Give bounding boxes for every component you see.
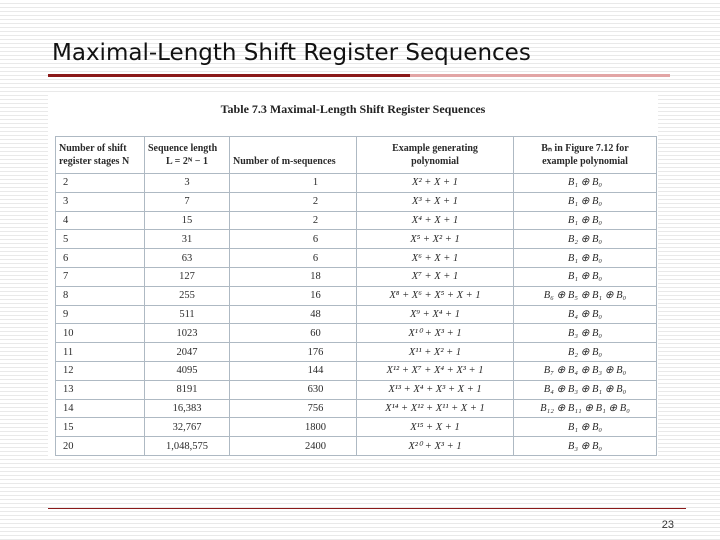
table-row xyxy=(56,380,657,399)
footer-rule xyxy=(48,508,686,509)
cell-sequence-length: 8191 xyxy=(145,380,230,399)
cell-stages: 13 xyxy=(56,380,145,399)
cell-sequence-length: 255 xyxy=(145,286,230,305)
cell-m-sequences: 630 xyxy=(230,380,357,399)
cell-m-sequences: 756 xyxy=(230,399,357,418)
cell-bn: B₁ ⊕ B₀ xyxy=(514,418,657,437)
cell-bn: B₄ ⊕ B₀ xyxy=(514,305,657,324)
table-row xyxy=(56,249,657,268)
cell-stages: 14 xyxy=(56,399,145,418)
cell-polynomial: X¹² + X⁷ + X⁴ + X³ + 1 xyxy=(357,361,514,380)
cell-polynomial: X⁵ + X² + 1 xyxy=(357,230,514,249)
table-row xyxy=(56,211,657,230)
cell-bn: B₄ ⊕ B₃ ⊕ B₁ ⊕ B₀ xyxy=(514,380,657,399)
cell-bn: B₃ ⊕ B₀ xyxy=(514,324,657,343)
table-row xyxy=(56,437,657,456)
table-header-row xyxy=(56,137,657,174)
cell-polynomial: X³ + X + 1 xyxy=(357,192,514,211)
cell-polynomial: X¹⁵ + X + 1 xyxy=(357,418,514,437)
cell-bn: B₂ ⊕ B₀ xyxy=(514,230,657,249)
table-body xyxy=(56,174,657,456)
cell-m-sequences: 1 xyxy=(230,174,357,193)
table-row xyxy=(56,174,657,193)
cell-polynomial: X¹⁰ + X³ + 1 xyxy=(357,324,514,343)
cell-m-sequences: 6 xyxy=(230,230,357,249)
cell-m-sequences: 144 xyxy=(230,361,357,380)
table-row xyxy=(56,343,657,362)
cell-stages: 3 xyxy=(56,192,145,211)
cell-sequence-length: 2047 xyxy=(145,343,230,362)
cell-bn: B₆ ⊕ B₅ ⊕ B₁ ⊕ B₀ xyxy=(514,286,657,305)
cell-polynomial: X⁴ + X + 1 xyxy=(357,211,514,230)
cell-bn: B₂ ⊕ B₀ xyxy=(514,343,657,362)
header-bn-figure: Bₙ in Figure 7.12 for example polynomial xyxy=(514,137,657,174)
slide-title: Maximal-Length Shift Register Sequences xyxy=(52,40,531,66)
cell-sequence-length: 1,048,575 xyxy=(145,437,230,456)
cell-stages: 2 xyxy=(56,174,145,193)
cell-sequence-length: 511 xyxy=(145,305,230,324)
cell-polynomial: X¹⁴ + X¹² + X¹¹ + X + 1 xyxy=(357,399,514,418)
cell-m-sequences: 2 xyxy=(230,192,357,211)
cell-polynomial: X¹³ + X⁴ + X³ + X + 1 xyxy=(357,380,514,399)
cell-stages: 4 xyxy=(56,211,145,230)
table-row xyxy=(56,305,657,324)
cell-bn: B₁ ⊕ B₀ xyxy=(514,174,657,193)
title-underline xyxy=(48,74,670,77)
table-row xyxy=(56,418,657,437)
table-row xyxy=(56,230,657,249)
table-row xyxy=(56,267,657,286)
header-stages: Number of shift register stages N xyxy=(56,137,145,174)
cell-stages: 6 xyxy=(56,249,145,268)
header-generating-polynomial: Example generating polynomial xyxy=(357,137,514,174)
cell-m-sequences: 176 xyxy=(230,343,357,362)
cell-polynomial: X⁶ + X + 1 xyxy=(357,249,514,268)
cell-polynomial: X²⁰ + X³ + 1 xyxy=(357,437,514,456)
cell-sequence-length: 7 xyxy=(145,192,230,211)
cell-polynomial: X¹¹ + X² + 1 xyxy=(357,343,514,362)
cell-m-sequences: 18 xyxy=(230,267,357,286)
table-figure xyxy=(48,95,658,457)
cell-sequence-length: 127 xyxy=(145,267,230,286)
cell-m-sequences: 60 xyxy=(230,324,357,343)
header-sequence-length: Sequence length L = 2ᴺ − 1 xyxy=(145,137,230,174)
cell-stages: 15 xyxy=(56,418,145,437)
cell-m-sequences: 6 xyxy=(230,249,357,268)
table-caption: Table 7.3 Maximal-Length Shift Register Sequences xyxy=(220,102,486,116)
page-number: 23 xyxy=(661,519,674,531)
cell-sequence-length: 32,767 xyxy=(145,418,230,437)
cell-bn: B₃ ⊕ B₀ xyxy=(514,437,657,456)
cell-m-sequences: 48 xyxy=(230,305,357,324)
cell-bn: B₁₂ ⊕ B₁₁ ⊕ B₁ ⊕ B₀ xyxy=(514,399,657,418)
cell-polynomial: X⁸ + X⁶ + X⁵ + X + 1 xyxy=(357,286,514,305)
cell-stages: 20 xyxy=(56,437,145,456)
table-row xyxy=(56,286,657,305)
cell-bn: B₁ ⊕ B₀ xyxy=(514,211,657,230)
cell-bn: B₁ ⊕ B₀ xyxy=(514,192,657,211)
cell-stages: 5 xyxy=(56,230,145,249)
cell-sequence-length: 63 xyxy=(145,249,230,268)
header-m-sequences: Number of m-sequences xyxy=(230,137,357,174)
cell-sequence-length: 31 xyxy=(145,230,230,249)
cell-sequence-length: 1023 xyxy=(145,324,230,343)
cell-stages: 12 xyxy=(56,361,145,380)
cell-m-sequences: 16 xyxy=(230,286,357,305)
cell-bn: B₇ ⊕ B₄ ⊕ B₃ ⊕ B₀ xyxy=(514,361,657,380)
cell-sequence-length: 4095 xyxy=(145,361,230,380)
cell-polynomial: X⁹ + X⁴ + 1 xyxy=(357,305,514,324)
cell-sequence-length: 16,383 xyxy=(145,399,230,418)
table-row xyxy=(56,192,657,211)
cell-bn: B₁ ⊕ B₀ xyxy=(514,249,657,268)
cell-m-sequences: 1800 xyxy=(230,418,357,437)
cell-polynomial: X⁷ + X + 1 xyxy=(357,267,514,286)
cell-polynomial: X² + X + 1 xyxy=(357,174,514,193)
cell-stages: 10 xyxy=(56,324,145,343)
cell-stages: 7 xyxy=(56,267,145,286)
cell-stages: 11 xyxy=(56,343,145,362)
m-sequence-table xyxy=(55,136,657,456)
table-row xyxy=(56,399,657,418)
cell-m-sequences: 2 xyxy=(230,211,357,230)
cell-sequence-length: 15 xyxy=(145,211,230,230)
cell-stages: 9 xyxy=(56,305,145,324)
cell-bn: B₁ ⊕ B₀ xyxy=(514,267,657,286)
table-row xyxy=(56,361,657,380)
table-row xyxy=(56,324,657,343)
cell-stages: 8 xyxy=(56,286,145,305)
cell-sequence-length: 3 xyxy=(145,174,230,193)
cell-m-sequences: 2400 xyxy=(230,437,357,456)
